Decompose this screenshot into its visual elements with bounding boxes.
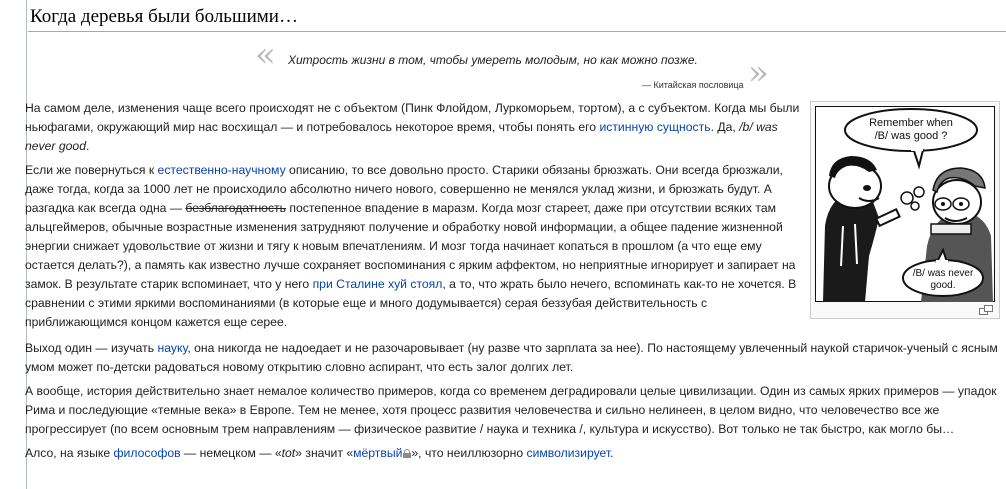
comic-thumbnail[interactable] bbox=[810, 101, 1000, 319]
link-stalin[interactable]: при Сталине хуй стоял bbox=[312, 277, 443, 291]
paragraph-2: Если же повернуться к естественно-научному описанию, то все довольно просто. Старики обязаны брюзжать. Они всегда брюзжали, даже тогда, когда за 1000 лет не происходило абсолютно ничего нового, совершенно не менялся уклад жизни, и брюзжать будут. А разгадка как всегда одна — безблагодатность постепенное впадение в маразм. Когда мозг стареет, даже при отсутствии всяких там альцгеймеров, обычные возрастные изменения затрудняют получение и обработку новой информации, а общее падение жизненной энергии снижает удовольствие от жизни и тягу к новым впечатлениям. И мозг тогда начинает копаться в прошлом (а что еще ему остается делать?), а память как известно лучше сохраняет воспоминания с ярким аффектом, но неприятные игнорирует и запирает на замок. В результате старик вспоминает, что у него при Сталине хуй стоял, а то, что жрать было нечего, вспоминать как-то не хочется. В сравнении с этими яркими воспоминаниями (в которые еще и много додумывается) серая беззубая действительность с приближающимся концом кажется еще серее. bbox=[25, 163, 797, 329]
link-philosophers[interactable]: философов bbox=[113, 446, 181, 460]
tot-word: tot bbox=[281, 446, 296, 460]
magnify-icon[interactable] bbox=[979, 305, 993, 315]
epigraph-source: — Китайская пословица bbox=[642, 80, 744, 90]
paragraph-5: Алсо, на языке философов — немецком — «tot» значит «мёртвый », что неиллюзорно символизирует. bbox=[25, 446, 614, 460]
article-body-lower bbox=[25, 339, 999, 468]
epigraph bbox=[250, 35, 770, 96]
link-dead[interactable]: мёртвый bbox=[353, 446, 403, 460]
article-body bbox=[25, 99, 805, 337]
comic-image[interactable] bbox=[815, 106, 995, 302]
paragraph-1: На самом деле, изменения чаще всего происходят не с объектом (Пинк Флойдом, Луркоморьем, тортом), а с субъектом. Когда мы были ньюфагами, окружающий мир нас восхищал — и потребовалось некоторое время, чтобы понять его истинную сущность. Да, /b/ was never good. bbox=[25, 101, 800, 153]
strikethrough-text: безблагодатность bbox=[185, 201, 286, 215]
comic-bubble-top-line1: Remember when bbox=[869, 117, 953, 129]
comic-bubble-bottom-line1: /B/ was never bbox=[912, 268, 974, 279]
link-natural-science[interactable]: естественно-научному bbox=[157, 163, 286, 177]
open-quote-mark: « bbox=[255, 35, 276, 75]
b-never-good: /b/ was never good bbox=[25, 120, 778, 153]
paragraph-4: А вообще, история действительно знает немалое количество примеров, когда со временем деградировали целые цивилизации. Один из самых ярких примеров — упадок Рима и последующие «темные века» в Европе. Тем не менее, хотя процесс развития человечества и сильно нелинеен, в целом видно, что человечество все же прогрессирует (по всем основным трем направлениям — физическое развитие / наука и техника /, культура и искусство). Вот только не так быстро, как могло бы… bbox=[25, 384, 997, 436]
paragraph-3: Выход один — изучать науку, она никогда не надоедает и не разочаровывает (ну разве что зарплата за нее). По настоящему увлеченный наукой старичок-ученый с ясным умом может по-детски радоваться новому открытию словно аспирант, что есть залог долгих лет. bbox=[25, 341, 998, 374]
epigraph-text: Хитрость жизни в том, чтобы умереть молодым, но как можно позже. bbox=[288, 53, 698, 67]
close-quote-mark: » bbox=[748, 53, 769, 93]
lock-icon bbox=[403, 449, 411, 458]
link-true-essence[interactable]: истинную сущность bbox=[599, 120, 711, 134]
link-symbolizes[interactable]: символизирует bbox=[526, 446, 611, 460]
link-science[interactable]: науку bbox=[157, 341, 188, 355]
section-heading: Когда деревья были большими… bbox=[28, 6, 1006, 32]
comic-bubble-top-line2: /B/ was good ? bbox=[874, 130, 948, 142]
comic-bubble-bottom-line2: good. bbox=[930, 280, 956, 291]
